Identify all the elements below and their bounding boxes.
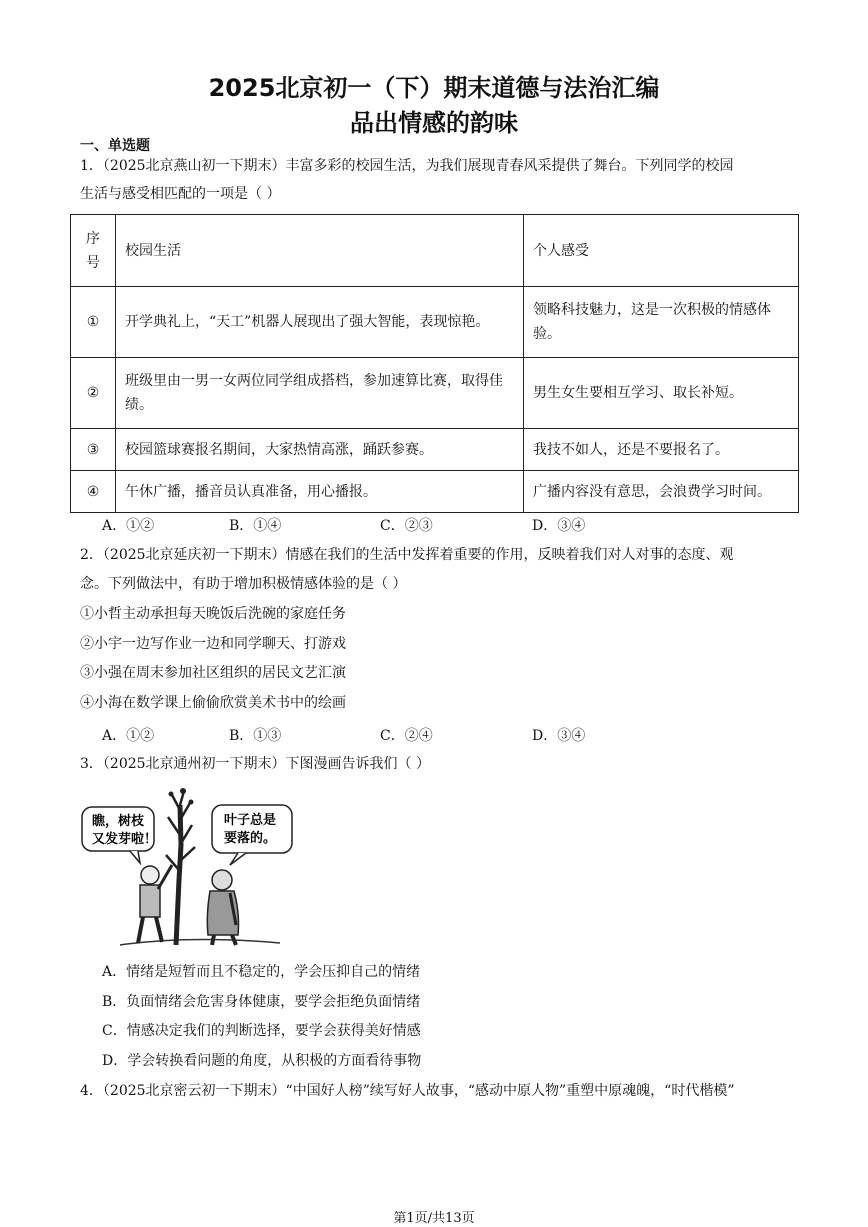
bubble-left-line2: 又发芽啦！ bbox=[92, 832, 158, 847]
q2-item: ②小宇一边写作业一边和同学聊天、打游戏 bbox=[80, 636, 346, 652]
q1-option-c[interactable]: C．②③ bbox=[380, 518, 433, 534]
q3-option-d[interactable]: D．学会转换看问题的角度，从积极的方面看待事物 bbox=[102, 1053, 422, 1069]
q3-option-b[interactable]: B．负面情绪会危害身体健康，要学会拒绝负面情绪 bbox=[102, 994, 421, 1010]
table-cell: 班级里由一男一女两位同学组成搭档，参加速算比赛，取得佳绩。 bbox=[116, 358, 524, 429]
q2-item: ④小海在数学课上偷偷欣赏美术书中的绘画 bbox=[80, 695, 346, 711]
q1-option-b[interactable]: B．①④ bbox=[229, 518, 282, 534]
doc-subtitle: 品出情感的韵味 bbox=[350, 109, 518, 137]
section-heading: 一、单选题 bbox=[80, 138, 150, 154]
table-cell: 广播内容没有意思，会浪费学习时间。 bbox=[524, 471, 799, 513]
table-cell: 开学典礼上，“天工”机器人展现出了强大智能，表现惊艳。 bbox=[116, 287, 524, 358]
q2-stem-line2: 念。下列做法中，有助于增加积极情感体验的是（ ） bbox=[80, 576, 407, 592]
table-row bbox=[71, 429, 799, 471]
q2-option-c[interactable]: C．②④ bbox=[380, 728, 433, 744]
table-header-cell: 个人感受 bbox=[524, 215, 799, 287]
table-cell: 领略科技魅力，这是一次积极的情感体验。 bbox=[524, 287, 799, 358]
table-cell: ① bbox=[71, 287, 116, 358]
q1-table bbox=[70, 214, 799, 513]
cartoon-illustration bbox=[80, 785, 295, 950]
table-header-cell: 序号 bbox=[71, 215, 116, 287]
q2-stem-line1: 2．（2025北京延庆初一下期末）情感在我们的生活中发挥着重要的作用，反映着我们对人对事的态度、观 bbox=[80, 547, 734, 563]
table-row bbox=[71, 471, 799, 513]
bubble-left-line1: 瞧，树枝 bbox=[92, 814, 145, 829]
table-cell: ② bbox=[71, 358, 116, 429]
page-footer: 第1页/共13页 bbox=[393, 1211, 475, 1226]
q3-option-c[interactable]: C．情感决定我们的判断选择，要学会获得美好情感 bbox=[102, 1023, 421, 1039]
q2-option-a[interactable]: A．①② bbox=[102, 728, 155, 744]
q2-option-b[interactable]: B．①③ bbox=[229, 728, 282, 744]
bubble-right-line1: 叶子总是 bbox=[224, 813, 277, 828]
q3-stem: 3．（2025北京通州初一下期末）下图漫画告诉我们（ ） bbox=[80, 756, 430, 772]
q1-stem-line1: 1．（2025北京燕山初一下期末）丰富多彩的校园生活，为我们展现青春风采提供了舞台。下列同学的校园 bbox=[80, 158, 734, 174]
q1-option-a[interactable]: A．①② bbox=[102, 518, 155, 534]
table-header-cell: 校园生活 bbox=[116, 215, 524, 287]
q3-option-a[interactable]: A．情绪是短暂而且不稳定的，学会压抑自己的情绪 bbox=[102, 964, 421, 980]
q1-option-d[interactable]: D．③④ bbox=[532, 518, 586, 534]
doc-title: 2025北京初一（下）期末道德与法治汇编 bbox=[208, 74, 660, 102]
q2-item: ①小哲主动承担每天晚饭后洗碗的家庭任务 bbox=[80, 606, 346, 622]
q4-stem-line1: 4．（2025北京密云初一下期末）“中国好人榜”续写好人故事，“感动中原人物”重塑中原魂魄，“时代楷模” bbox=[80, 1083, 735, 1099]
bubble-right-line2: 要落的。 bbox=[224, 831, 277, 846]
q2-item: ③小强在周末参加社区组织的居民文艺汇演 bbox=[80, 665, 346, 681]
table-cell: ④ bbox=[71, 471, 116, 513]
table-cell: 校园篮球赛报名期间，大家热情高涨，踊跃参赛。 bbox=[116, 429, 524, 471]
table-cell: ③ bbox=[71, 429, 116, 471]
table-row bbox=[71, 358, 799, 429]
q1-stem-line2: 生活与感受相匹配的一项是（ ） bbox=[80, 186, 281, 202]
table-header-row bbox=[71, 215, 799, 287]
table-row bbox=[71, 287, 799, 358]
table-cell: 男生女生要相互学习、取长补短。 bbox=[524, 358, 799, 429]
table-cell: 午休广播，播音员认真准备，用心播报。 bbox=[116, 471, 524, 513]
table-cell: 我技不如人，还是不要报名了。 bbox=[524, 429, 799, 471]
q2-option-d[interactable]: D．③④ bbox=[532, 728, 586, 744]
